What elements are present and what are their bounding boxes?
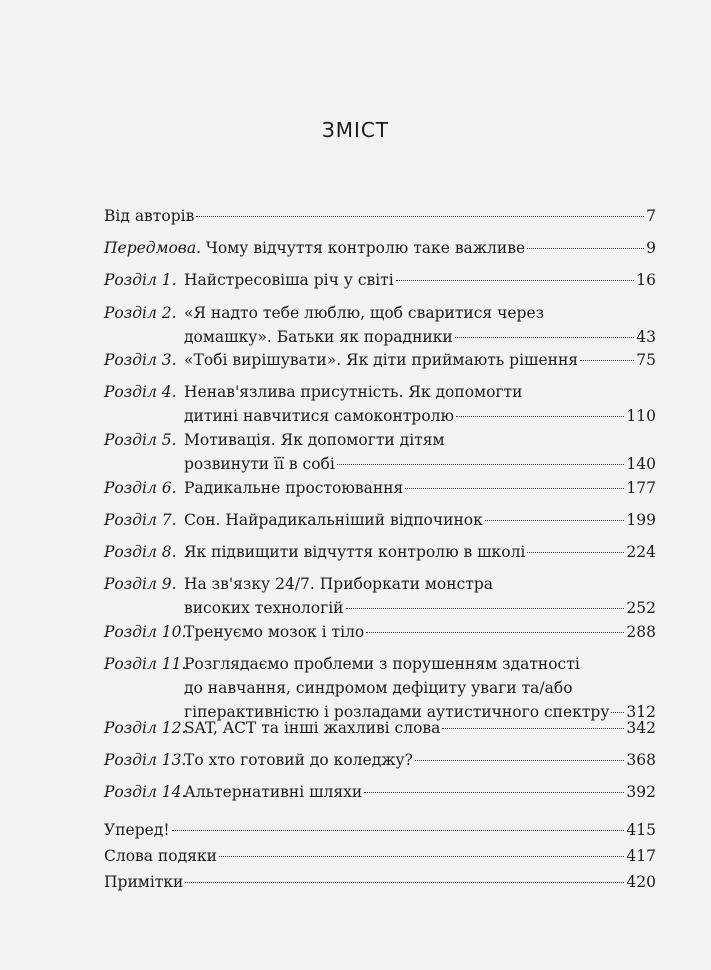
page-number: 7 (646, 207, 656, 225)
entry-last-line (104, 206, 656, 230)
chapter-number: Розділ 6. (104, 479, 177, 497)
dot-leader (364, 792, 624, 793)
entry-last-line (184, 622, 656, 646)
entry-last-line (184, 598, 656, 622)
entry-title-line: Примітки (104, 873, 184, 891)
page-number: 342 (626, 719, 656, 737)
entry-last-line (184, 454, 656, 478)
chapter-number: Розділ 10. (104, 623, 187, 641)
page-number: 312 (626, 703, 656, 721)
page-number: 199 (626, 511, 656, 529)
dot-leader (396, 280, 635, 281)
entry-body (184, 510, 656, 534)
dot-leader (196, 216, 644, 217)
entry-body (104, 238, 656, 262)
entry-body (184, 350, 656, 374)
entry-body (184, 718, 656, 742)
entry-body (184, 622, 656, 646)
dot-leader (219, 856, 624, 857)
entry-prefix: Передмова (104, 239, 197, 257)
entry-last-line (184, 270, 656, 294)
chapter-number: Розділ 11. (104, 655, 187, 673)
chapter-number: Розділ 3. (104, 351, 177, 369)
entry-title-line: Сон. Найрадикальніший відпочинок (184, 511, 483, 529)
dot-leader (185, 882, 624, 883)
dot-leader (415, 760, 624, 761)
page-number: 110 (626, 407, 656, 425)
entry-title-line: «Я надто тебе люблю, щоб сваритися через (184, 304, 545, 322)
entry-title-line: Найстресовіша річ у світі (184, 271, 394, 289)
dot-leader (405, 488, 624, 489)
entry-body (104, 206, 656, 230)
entry-last-line (184, 510, 656, 534)
dot-leader (527, 248, 644, 249)
entry-last-line (184, 718, 656, 742)
entry-title-line: Ненав'язлива присутність. Як допомогти (184, 383, 523, 401)
entry-title-line: гіперактивністю і розладами аутистичного спектру (184, 703, 610, 721)
entry-last-line (184, 750, 656, 774)
entry-last-line (184, 327, 656, 351)
dot-leader (337, 464, 625, 465)
entry-body (184, 478, 656, 502)
page-number: 252 (626, 599, 656, 617)
entry-title-line: «Тобі вирішувати». Як діти приймають рішення (184, 351, 579, 369)
page-number: 368 (626, 751, 656, 769)
page-title: ЗМІСТ (321, 118, 390, 142)
entry-body (184, 750, 656, 774)
entry-last-line (104, 820, 656, 844)
entry-body (184, 654, 656, 726)
page-number: 420 (626, 873, 656, 891)
page-number: 9 (646, 239, 656, 257)
chapter-number: Розділ 12. (104, 719, 187, 737)
dot-leader (172, 830, 625, 831)
chapter-number: Розділ 9. (104, 575, 177, 593)
entry-title-line: То хто готовий до коледжу? (184, 751, 413, 769)
entry-last-line (184, 478, 656, 502)
dot-leader (455, 337, 635, 338)
page-number: 224 (626, 543, 656, 561)
entry-body (184, 303, 656, 351)
page-number: 288 (626, 623, 656, 641)
chapter-number: Розділ 2. (104, 304, 177, 322)
dot-leader (580, 360, 634, 361)
entry-title-line: розвинути її в собі (184, 455, 335, 473)
entry-title-line: до навчання, синдромом дефіциту уваги та/або (184, 679, 573, 697)
entry-body (104, 846, 656, 870)
dot-leader (485, 520, 625, 521)
entry-title-line: Розглядаємо проблеми з порушенням здатності (184, 655, 580, 673)
dot-leader (456, 416, 624, 417)
entry-title-line: Від авторів (104, 207, 195, 225)
page-number: 417 (626, 847, 656, 865)
entry-title-line: Радикальне простоювання (184, 479, 404, 497)
entry-title-line: домашку». Батьки як порадники (184, 328, 453, 346)
entry-body (184, 542, 656, 566)
entry-title-line: На зв'язку 24/7. Приборкати монстра (184, 575, 494, 593)
entry-title-line: Тренуємо мозок і тіло (184, 623, 365, 641)
chapter-number: Розділ 8. (104, 543, 177, 561)
entry-body (104, 872, 656, 896)
entry-body (184, 270, 656, 294)
dot-leader (611, 712, 624, 713)
entry-title-line: Як підвищити відчуття контролю в школі (184, 543, 526, 561)
dot-leader (346, 608, 625, 609)
entry-last-line (104, 846, 656, 870)
chapter-number: Розділ 1. (104, 271, 177, 289)
dot-leader (442, 728, 624, 729)
entry-title-line: Альтернативні шляхи (184, 783, 363, 801)
entry-title-line: Передмова. Чому відчуття контролю таке важливе (104, 239, 526, 257)
chapter-number: Розділ 13. (104, 751, 187, 769)
page-number: 75 (636, 351, 656, 369)
entry-last-line (104, 238, 656, 262)
entry-title-line: Слова подяки (104, 847, 217, 865)
dot-leader (366, 632, 624, 633)
entry-body (184, 430, 656, 478)
entry-body (104, 820, 656, 844)
chapter-number: Розділ 14. (104, 783, 187, 801)
entry-title-line: високих технологій (184, 599, 344, 617)
entry-last-line (184, 406, 656, 430)
entry-body (184, 382, 656, 430)
entry-body (184, 574, 656, 622)
dot-leader (527, 552, 624, 553)
entry-last-line (184, 542, 656, 566)
entry-last-line (184, 350, 656, 374)
page-number: 16 (636, 271, 656, 289)
chapter-number: Розділ 5. (104, 431, 177, 449)
page-number: 43 (636, 328, 656, 346)
page-number: 177 (626, 479, 656, 497)
entry-last-line (184, 782, 656, 806)
page-number: 392 (626, 783, 656, 801)
chapter-number: Розділ 7. (104, 511, 177, 529)
page-number: 415 (626, 821, 656, 839)
entry-title-line: Мотивація. Як допомогти дітям (184, 431, 445, 449)
chapter-number: Розділ 4. (104, 383, 177, 401)
entry-title-line: SAT, ACT та інші жахливі слова (184, 719, 441, 737)
entry-title-line: дитині навчитися самоконтролю (184, 407, 454, 425)
entry-last-line (104, 872, 656, 896)
entry-title-line: Уперед! (104, 821, 170, 839)
page-number: 140 (626, 455, 656, 473)
entry-body (184, 782, 656, 806)
